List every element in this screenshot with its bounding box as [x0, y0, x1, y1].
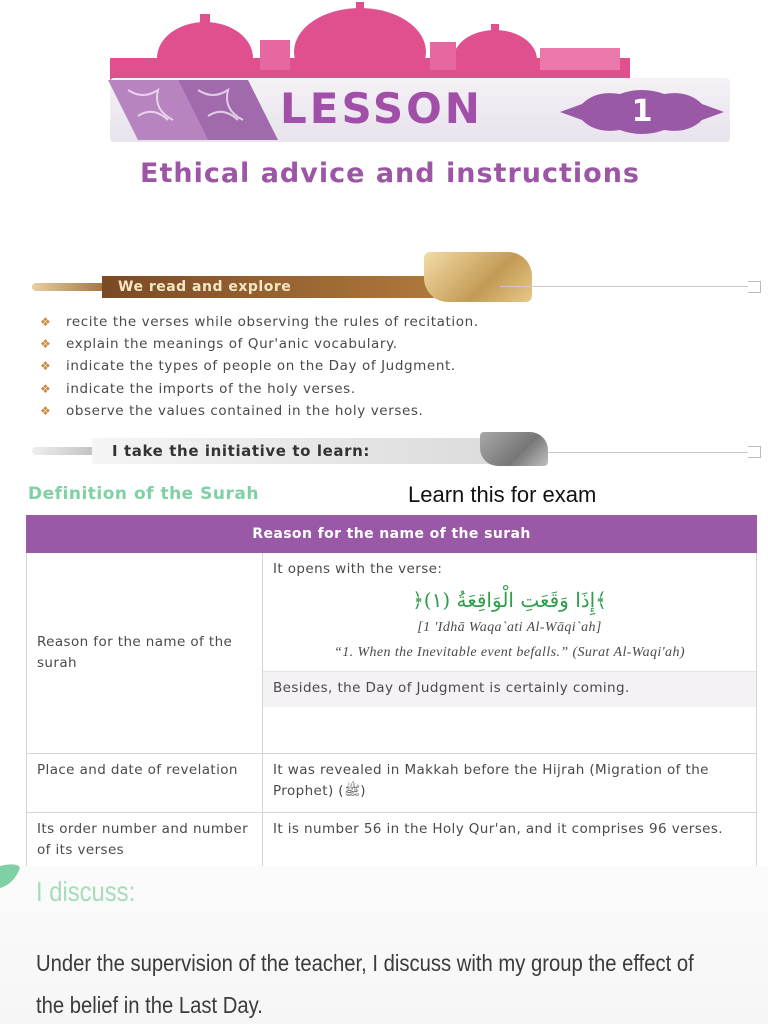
- initiative-label: I take the initiative to learn:: [112, 442, 370, 460]
- table-header-row: [27, 516, 757, 553]
- discuss-text-line: Under the supervision of the teacher, I discuss with my group the effect of: [36, 950, 694, 976]
- surah-info-table: [26, 515, 757, 868]
- ornamental-ribbon-decoration: [108, 76, 288, 144]
- scroll-end-icon: [748, 281, 761, 293]
- verse-translation: “1. When the Inevitable event befalls.” (Surat Al-Waqi'ah): [334, 645, 685, 660]
- row-label: Reason for the name of the surah: [27, 553, 263, 754]
- section-divider: [500, 286, 748, 287]
- verse-transliteration: [1 'Idhā Waqa`ati Al-Wāqi`ah]: [417, 620, 602, 635]
- section-divider: [548, 452, 748, 453]
- verse-extra: Besides, the Day of Judgment is certainly coming.: [263, 671, 756, 707]
- objective-item: ❖ explain the meanings of Qur'anic vocabulary.: [40, 336, 398, 352]
- objective-item: ❖ observe the values contained in the holy verses.: [40, 403, 424, 419]
- row-label: Its order number and number of its verses: [27, 813, 263, 868]
- objective-item: ❖ indicate the imports of the holy verses.: [40, 381, 356, 397]
- discuss-text-line: the belief in the Last Day.: [36, 992, 263, 1018]
- lesson-title: LESSON: [280, 84, 483, 133]
- row-value: It is number 56 in the Holy Qur'an, and it comprises 96 verses.: [263, 813, 757, 868]
- definition-heading: Definition of the Surah: [28, 484, 259, 504]
- row-value: [263, 553, 757, 754]
- arrow-bullet-icon: ❖: [40, 382, 52, 396]
- table-row: [27, 813, 757, 868]
- arabic-verse: ﴿إِذَا وَقَعَتِ الْوَاقِعَةُ (١)﴾: [412, 588, 607, 612]
- arrow-bullet-icon: ❖: [40, 315, 52, 329]
- lesson-subtitle: Ethical advice and instructions: [140, 158, 640, 189]
- row-label: Place and date of revelation: [27, 754, 263, 813]
- objective-item: ❖ recite the verses while observing the rules of recitation.: [40, 314, 479, 330]
- leaf-icon: [0, 862, 22, 890]
- discuss-heading: I discuss:: [36, 876, 136, 907]
- arrow-bullet-icon: ❖: [40, 359, 52, 373]
- objective-item: ❖ indicate the types of people on the Day of Judgment.: [40, 358, 456, 374]
- table-row: [27, 754, 757, 813]
- scroll-end-icon: [748, 446, 761, 458]
- mosque-domes-decoration: [110, 0, 630, 82]
- table-header: Reason for the name of the surah: [27, 516, 757, 553]
- lesson-number: 1: [631, 94, 653, 129]
- row-value: It was revealed in Makkah before the Hijrah (Migration of the Prophet) (ﷺ): [263, 754, 757, 813]
- explore-label: We read and explore: [118, 279, 292, 295]
- arrow-bullet-icon: ❖: [40, 404, 52, 418]
- exam-note: Learn this for exam: [408, 482, 597, 507]
- verse-intro: It opens with the verse:: [273, 561, 443, 577]
- table-row: [27, 553, 757, 754]
- arrow-bullet-icon: ❖: [40, 337, 52, 351]
